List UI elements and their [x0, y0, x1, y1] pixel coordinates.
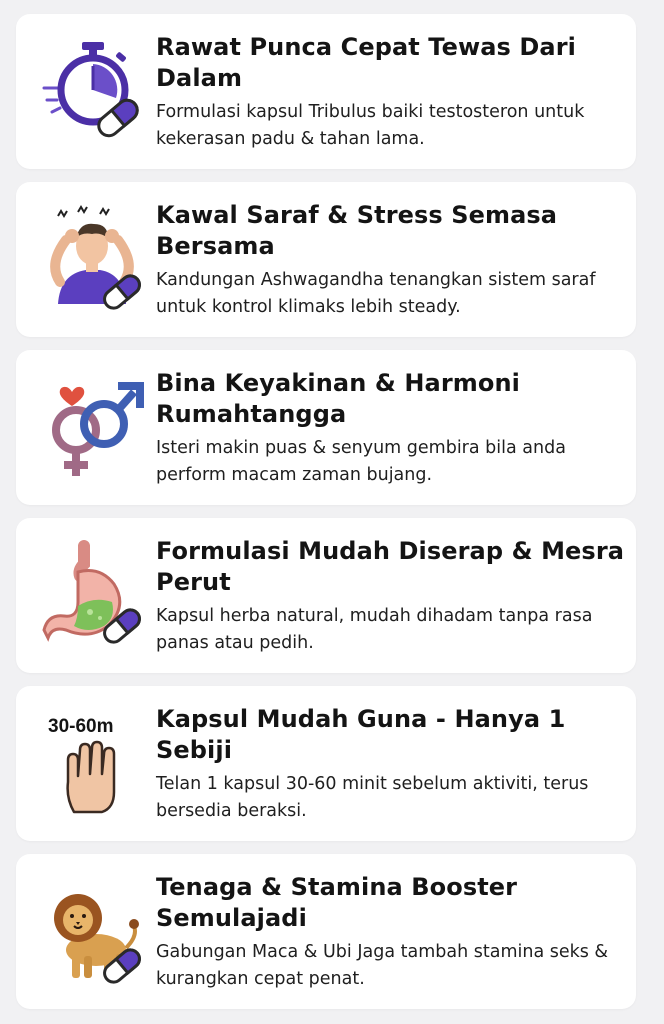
stomach-capsule-icon [38, 540, 148, 650]
feature-title: Kawal Saraf & Stress Semasa Bersama [156, 201, 558, 260]
stressed-man-capsule-icon [38, 204, 148, 314]
gender-symbols-heart-icon [38, 372, 148, 482]
stopwatch-capsule-icon [38, 36, 148, 146]
feature-card [16, 686, 636, 841]
feature-title: Formulasi Mudah Diserap & Mesra Perut [156, 537, 625, 596]
feature-text [156, 704, 626, 825]
feature-description: Kapsul herba natural, mudah dihadam tanpa rasa panas atau pedih. [156, 606, 593, 653]
feature-description: Isteri makin puas & senyum gembira bila anda perform macam zaman bujang. [156, 438, 566, 485]
feature-card [16, 14, 636, 169]
feature-text [156, 872, 626, 993]
feature-text [156, 536, 626, 657]
feature-title: Tenaga & Stamina Booster Semulajadi [156, 873, 518, 932]
feature-card [16, 518, 636, 673]
feature-text [156, 32, 626, 153]
feature-description: Telan 1 kapsul 30-60 minit sebelum aktiviti, terus bersedia beraksi. [156, 774, 589, 821]
feature-title: Kapsul Mudah Guna - Hanya 1 Sebiji [156, 705, 566, 764]
feature-description: Gabungan Maca & Ubi Jaga tambah stamina seks & kurangkan cepat penat. [156, 942, 609, 989]
feature-text [156, 368, 626, 489]
feature-description: Kandungan Ashwagandha tenangkan sistem saraf untuk kontrol klimaks lebih steady. [156, 270, 596, 317]
feature-card [16, 182, 636, 337]
timer-badge: 30-60m [48, 716, 114, 737]
feature-list [16, 14, 636, 1022]
feature-card [16, 350, 636, 505]
hand-timer-icon [38, 708, 148, 818]
feature-card [16, 854, 636, 1009]
feature-text [156, 200, 626, 321]
lion-capsule-icon [38, 876, 148, 986]
feature-title: Rawat Punca Cepat Tewas Dari Dalam [156, 33, 576, 92]
feature-title: Bina Keyakinan & Harmoni Rumahtangga [156, 369, 520, 428]
feature-description: Formulasi kapsul Tribulus baiki testosteron untuk kekerasan padu & tahan lama. [156, 102, 585, 149]
